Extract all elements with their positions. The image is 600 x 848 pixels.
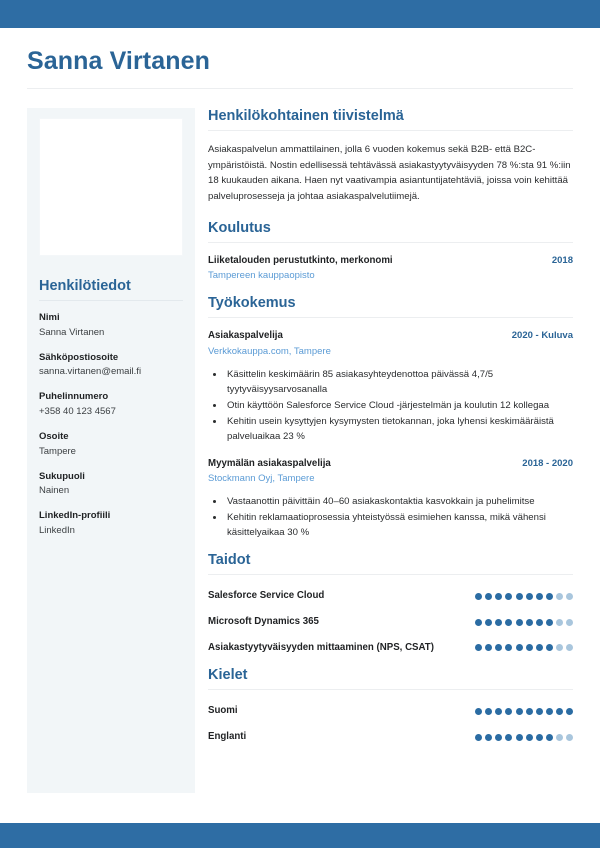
rating-dot-filled [526,593,533,600]
section-divider [208,689,573,690]
rating-dot-filled [516,734,523,741]
language-row [208,705,573,718]
rating-dot-filled [536,734,543,741]
rating-dot-filled [526,644,533,651]
detail-item-linkedin [39,510,183,538]
rating-dot-filled [505,644,512,651]
detail-label: Nimi [39,312,60,323]
header-divider [27,88,573,89]
list-item: • Otin käyttöön Salesforce Service Cloud -järjestelmän ja koulutin 12 kollegaa [225,398,573,413]
detail-value: Nainen [39,485,70,497]
section-divider [208,130,573,131]
skill-label: Asiakastyytyväisyyden mittaaminen (NPS, CSAT) [208,641,434,653]
name-header [27,48,573,89]
linkedin-link[interactable]: LinkedIn [39,524,75,536]
list-item: • Vastaanottin päivittäin 40–60 asiakaskontaktia kasvokkain ja puhelimitse [225,494,573,509]
education-degree: Liiketalouden perustutkinto, merkonomi [208,255,393,267]
detail-label: Sukupuoli [39,470,85,482]
rating-dot-filled [485,593,492,600]
rating-dot-filled [546,619,553,626]
section-experience [208,295,573,540]
profile-photo-placeholder [39,118,183,256]
language-rating-dots [475,734,573,741]
rating-dot-filled [505,734,512,741]
section-skills [208,552,573,654]
rating-dot-filled [516,708,523,715]
rating-dot-filled [516,644,523,651]
rating-dot-filled [556,708,563,715]
rating-dot-filled [526,708,533,715]
section-heading-experience: Työkokemus [208,295,296,312]
detail-label: Puhelinnumero [39,391,109,403]
top-accent-bar [0,0,600,28]
rating-dot-empty [556,644,563,651]
rating-dot-empty [566,593,573,600]
rating-dot-filled [485,708,492,715]
main-content [208,108,573,756]
detail-value: Sanna Virtanen [39,326,105,338]
rating-dot-filled [546,593,553,600]
section-heading-summary: Henkilökohtainen tiivistelmä [208,108,404,124]
section-languages [208,667,573,743]
section-summary [208,108,573,204]
detail-label: Osoite [39,430,69,442]
job-achievements [208,494,573,540]
rating-dot-filled [536,619,543,626]
skill-rating-dots [475,593,573,600]
rating-dot-filled [526,734,533,741]
rating-dot-empty [556,734,563,741]
experience-entry [208,457,573,541]
rating-dot-filled [505,593,512,600]
rating-dot-filled [516,619,523,626]
rating-dot-filled [475,734,482,741]
entry-header [208,329,573,343]
detail-item-address [39,431,183,459]
job-title: Asiakaspalvelija [208,330,283,342]
entry-header [208,254,573,268]
detail-value: +358 40 123 4567 [39,406,116,418]
detail-item-gender [39,471,183,499]
rating-dot-filled [495,734,502,741]
skill-label: Salesforce Service Cloud [208,590,325,602]
language-rating-dots [475,708,573,715]
skill-label: Microsoft Dynamics 365 [208,615,319,627]
rating-dot-filled [516,593,523,600]
list-item: • Käsittelin keskimäärin 85 asiakasyhteydenottoa päivässä 4,7/5 tyytyväisyysarvosanalla [225,367,573,397]
skill-row [208,616,573,629]
section-divider [208,242,573,243]
rating-dot-filled [475,593,482,600]
skill-rating-dots [475,619,573,626]
section-divider [208,574,573,575]
language-label: Suomi [208,705,238,717]
skill-row [208,590,573,603]
section-heading-languages: Kielet [208,667,248,684]
job-date: 2020 - Kuluva [511,330,573,342]
detail-item-phone [39,391,183,419]
rating-dot-filled [475,708,482,715]
rating-dot-filled [546,734,553,741]
rating-dot-filled [495,644,502,651]
section-heading-education: Koulutus [208,220,271,237]
sidebar-heading-divider [39,300,183,301]
personal-details-list [39,312,183,538]
list-item: • Kehitin reklamaatioprosessia yhteistyössä esimiehen kanssa, mikä vähensi käsittelyaikaa 30 % [225,510,573,540]
rating-dot-filled [546,708,553,715]
entry-header [208,457,573,471]
rating-dot-filled [505,619,512,626]
language-label: Englanti [208,730,247,742]
list-item: • Kehitin usein kysyttyjen kysymysten tietokannan, joka lyhensi keskimääräistä palveluaikaa 23 % [225,414,573,444]
rating-dot-empty [566,619,573,626]
section-divider [208,317,573,318]
education-date: 2018 [551,255,573,267]
section-education [208,220,573,283]
skill-row [208,642,573,655]
section-heading-skills: Taidot [208,552,251,569]
rating-dot-filled [566,708,573,715]
job-date: 2018 - 2020 [522,457,573,469]
rating-dot-filled [495,708,502,715]
rating-dot-filled [526,619,533,626]
skill-rating-dots [475,644,573,651]
bottom-accent-bar [0,823,600,848]
rating-dot-filled [536,593,543,600]
language-row [208,731,573,744]
detail-item-email [39,352,183,380]
rating-dot-filled [536,644,543,651]
rating-dot-empty [566,734,573,741]
rating-dot-filled [495,619,502,626]
sidebar [27,108,195,793]
job-employer: Stockmann Oyj, Tampere [208,472,315,484]
detail-value: Tampere [39,445,76,457]
rating-dot-filled [475,644,482,651]
sidebar-heading-personal-details: Henkilötiedot [39,278,131,294]
summary-text: Asiakaspalvelun ammattilainen, jolla 6 vuoden kokemus sekä B2B- että B2C-ympäristöistä. Nostin edellisessä tehtävässä asiakastyytyväisyyden 78 %:sta 91 %:iin 18 kuukauden aikana. Haen nyt vaativampia asiantuntijatehtäviä, joissa voin kehittää palveluprosesseja ja johtaa asiakaspalvelutiimejä. [208,144,571,202]
page-title: Sanna Virtanen [27,47,210,75]
detail-item-nimi [39,312,183,340]
education-entry [208,254,573,283]
rating-dot-filled [536,708,543,715]
job-achievements [208,367,573,445]
detail-label: Sähköpostiosoite [39,351,119,363]
rating-dot-empty [556,619,563,626]
job-title: Myymälän asiakaspalvelija [208,457,331,469]
rating-dot-filled [475,619,482,626]
rating-dot-filled [505,708,512,715]
rating-dot-filled [546,644,553,651]
rating-dot-filled [495,593,502,600]
detail-label: LinkedIn-profiili [39,510,111,522]
rating-dot-filled [485,734,492,741]
education-institution: Tampereen kauppaopisto [208,270,315,282]
rating-dot-filled [485,619,492,626]
detail-value: sanna.virtanen@email.fi [39,366,142,378]
rating-dot-filled [485,644,492,651]
experience-entry [208,329,573,444]
rating-dot-empty [556,593,563,600]
rating-dot-empty [566,644,573,651]
job-employer: Verkkokauppa.com, Tampere [208,345,331,357]
